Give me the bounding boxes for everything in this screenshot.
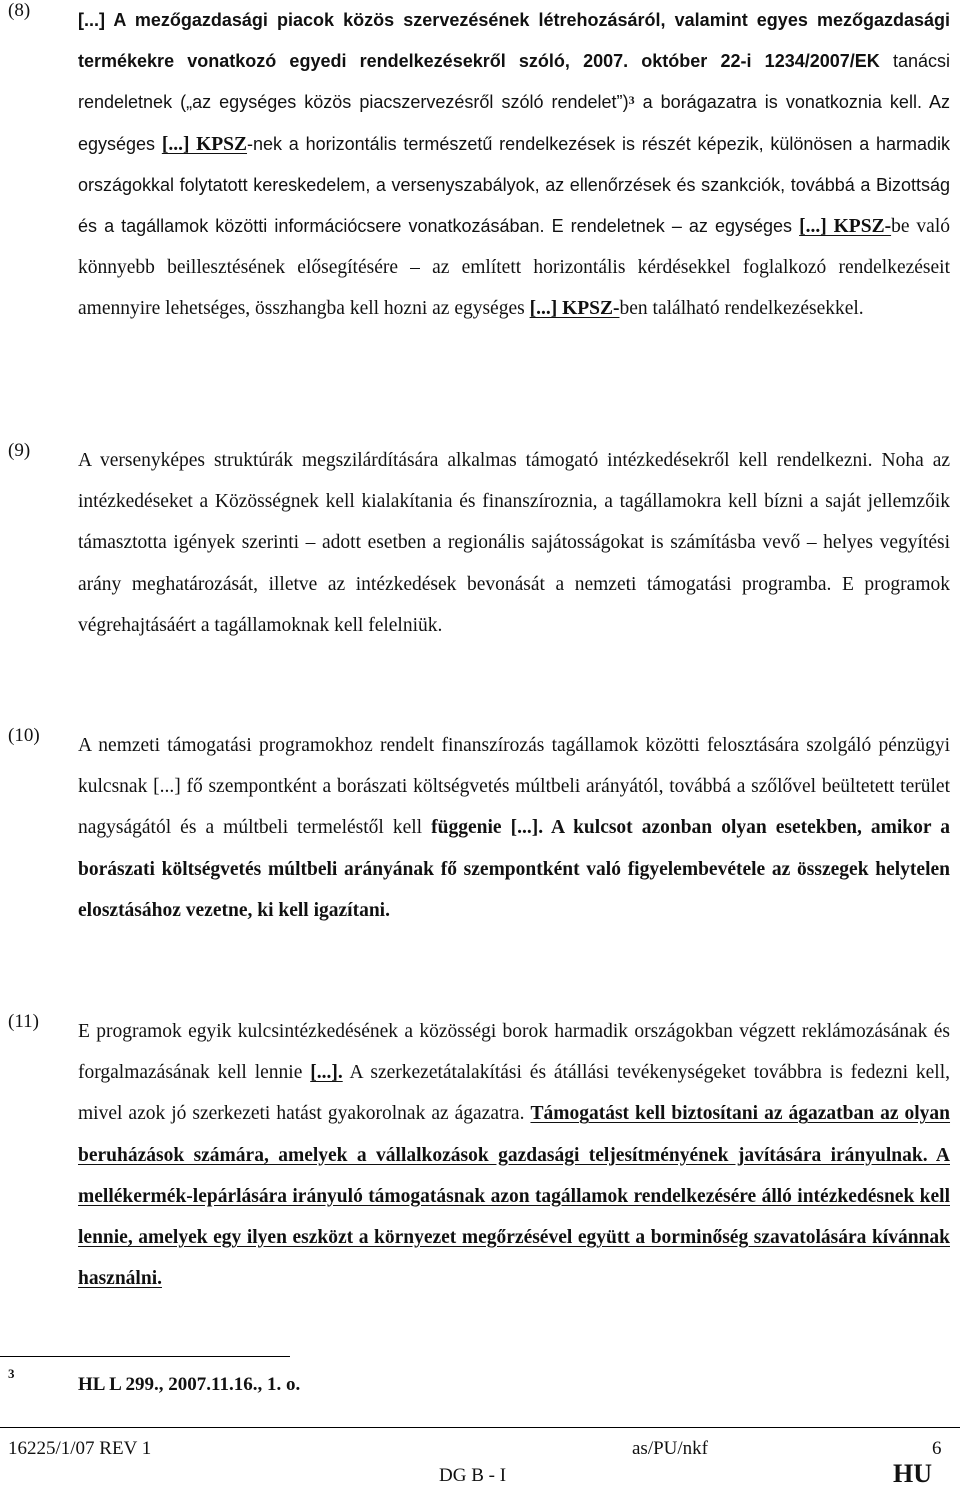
text-segment: be való könnyebb beillesztésének elősegítésére – az említett horizontális kérdésekkel foglalkozó rendelkezéseit amennyire lehetséges, összhangba kell hozni az egységes	[78, 216, 950, 320]
footer-initials: as/PU/nkf	[632, 1438, 708, 1459]
footnote-reference: 3	[628, 93, 635, 108]
text-segment: A szerkezetátalakítási és átállási tevékenységeket továbbra is fedezni kell, mivel azok jó szerkezeti hatást gyakorolnak az ágazatra.	[78, 1062, 950, 1125]
paragraph-number: (10)	[8, 725, 40, 746]
footer-language: HU	[893, 1459, 932, 1488]
text-segment: A versenyképes struktúrák megszilárdítására alkalmas támogató intézkedésekről kell rendelkezni. Noha az intézkedéseket a Közösségnek kell kialakítania és finanszíroznia, a tagállamokra kell bízni a saját jellemzőik támasztotta igények szerinti – adott esetben a regionális sajátosságokat is számításba vevő – helyes vegyítési arány meghatározását, illetve az intézkedések bevonását a nemzeti támogatási programba. E programok végrehajtásáért a tagállamoknak kell felelniük.	[78, 450, 950, 636]
footnote-number: 3	[8, 1366, 15, 1381]
text-segment: A nemzeti támogatási programokhoz rendelt finanszírozás tagállamok közötti felosztására szolgáló pénzügyi kulcsnak [...] fő szempontként a borászati költségvetés múltbeli arányától, továbbá a szőlővel beültetett terület nagyságától és a múltbeli termeléstől kell	[78, 735, 950, 839]
text-segment: függenie [...]. A kulcsot azonban olyan esetekben, amikor a borászati költségvetés múltbeli arányának fő szempontként való figyelembevétele az összegek helytelen elosztásához vezetne, ki kell igazítani.	[78, 817, 950, 921]
footer-dg: DG B - I	[439, 1465, 507, 1486]
paragraph-text	[78, 440, 950, 646]
footnote-separator	[0, 1356, 290, 1357]
footer-doc-ref: 16225/1/07 REV 1	[8, 1438, 152, 1459]
text-segment: -nek a horizontális természetű rendelkezések is részét képezik, különösen a harmadik országokkal folytatott kereskedelem, a versenyszabályok, az ellenőrzések és szankciók, továbbá a Bizottság és a tagállamok közötti információcsere vonatkozásában. E rendeletnek – az egységes	[78, 133, 950, 237]
paragraph-number: (11)	[8, 1011, 39, 1032]
text-segment: „az egységes közös piacszervezésről szóló rendelet”	[186, 92, 623, 113]
footer-separator	[0, 1427, 960, 1428]
text-segment: [...] KPSZ	[161, 133, 248, 155]
paragraph-text	[78, 725, 950, 931]
text-segment: [...] KPSZ-	[799, 216, 892, 238]
text-segment: [...] KPSZ-	[529, 298, 620, 320]
text-segment: Támogatást kell biztosítani az ágazatban az olyan beruházások számára, amelyek a vállalkozások gazdasági teljesítményének javítására irányulnak. A mellékermék-lepárlására irányuló támogatásnak azon tagállamok rendelkezésére álló intézkedésnek kell lennie, amelyek egy ilyen eszközt a környezet megőrzésével együtt a borminőség szavatolására kívánnak használni.	[78, 1103, 951, 1290]
footnote-text: HL L 299., 2007.11.16., 1. o.	[78, 1374, 301, 1395]
paragraph-text	[78, 0, 950, 330]
text-segment: ben található rendelkezésekkel.	[619, 298, 864, 320]
text-segment: E programok egyik kulcsintézkedésének a közösségi borok harmadik országokban végzett reklámozásának és forgalmazásának kell lennie	[78, 1021, 950, 1084]
text-segment: a borágazatra is vonatkoznia kell. Az egységes	[78, 92, 951, 154]
text-segment: [...] A mezőgazdasági piacok közös szervezésének létrehozásáról, valamint egyes mezőgazdasági termékekre vonatkozó egyedi rendelkezésekről szóló, 2007. október 22-i 1234/2007/EK	[78, 10, 950, 72]
text-segment: tanácsi rendeletnek (	[78, 51, 950, 113]
text-segment: )	[622, 92, 629, 113]
paragraph-number: (8)	[8, 0, 31, 21]
paragraph-text	[78, 1011, 950, 1299]
text-segment: [...].	[310, 1062, 343, 1084]
footer-page-number: 6	[932, 1438, 942, 1459]
paragraph-number: (9)	[8, 440, 31, 461]
